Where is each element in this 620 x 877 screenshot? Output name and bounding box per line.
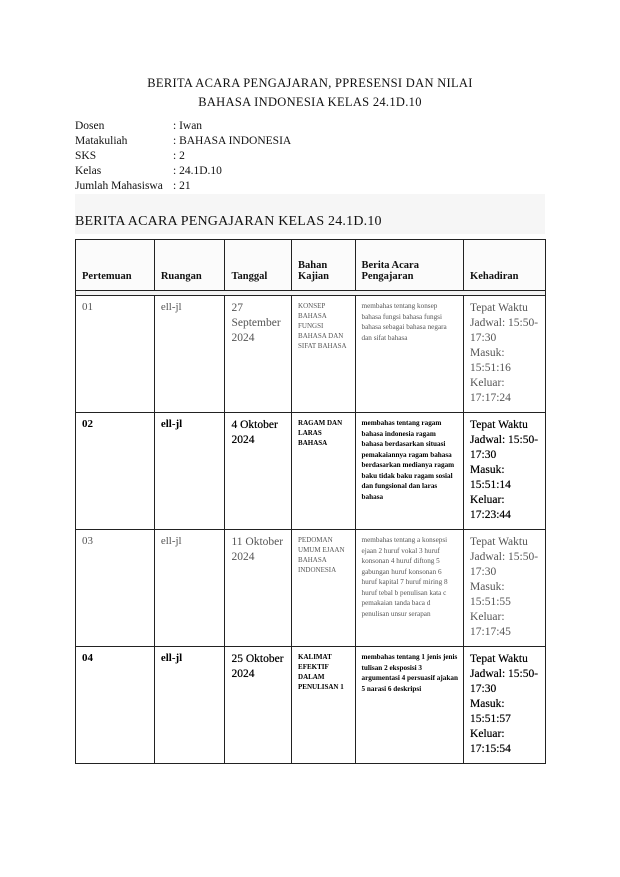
attendance-check-out: Keluar: 17:23:44 bbox=[470, 494, 511, 521]
info-label: Jumlah Mahasiswa bbox=[75, 180, 163, 192]
info-value: : BAHASA INDONESIA bbox=[173, 135, 292, 147]
cell-ruangan: ell-jl bbox=[154, 530, 225, 647]
info-row-jumlah-mahasiswa bbox=[75, 179, 291, 194]
attendance-schedule: Jadwal: 15:50-17:30 bbox=[470, 668, 539, 695]
title-line-2: BAHASA INDONESIA KELAS 24.1D.10 bbox=[198, 95, 422, 109]
info-label: Matakuliah bbox=[75, 135, 128, 147]
attendance-schedule: Jadwal: 15:50-17:30 bbox=[470, 551, 539, 578]
attendance-schedule: Jadwal: 15:50-17:30 bbox=[470, 317, 539, 344]
table-row bbox=[76, 296, 546, 413]
cell-berita-acara: membahas tentang 1 jenis jenis tulisan 2 eksposisi 3 argumentasi 4 persuasif ajakan 5 narasi 6 deskripsi bbox=[355, 647, 464, 764]
cell-bahan-kajian: KONSEP BAHASA FUNGSI BAHASA DAN SIFAT BAHASA bbox=[292, 296, 355, 413]
info-label: Dosen bbox=[75, 120, 105, 132]
attendance-check-out: Keluar: 17:17:24 bbox=[470, 377, 511, 404]
attendance-check-in: Masuk: 15:51:16 bbox=[470, 347, 511, 374]
cell-ruangan: ell-jl bbox=[154, 413, 225, 530]
info-label: SKS bbox=[75, 150, 97, 162]
cell-berita-acara: membahas tentang konsep bahasa fungsi bahasa fungsi bahasa sebagai bahasa negara dan sifat bahasa bbox=[355, 296, 464, 413]
info-row-dosen bbox=[75, 119, 291, 134]
info-value: : Iwan bbox=[173, 120, 203, 132]
info-value: : 21 bbox=[173, 180, 191, 192]
attendance-schedule: Jadwal: 15:50-17:30 bbox=[470, 434, 539, 461]
info-row-kelas bbox=[75, 164, 291, 179]
attendance-check-in: Masuk: 15:51:14 bbox=[470, 464, 511, 491]
attendance-status: Tepat Waktu bbox=[470, 419, 528, 431]
info-label: Kelas bbox=[75, 165, 102, 177]
attendance-check-out: Keluar: 17:17:45 bbox=[470, 611, 511, 638]
header-pertemuan: Pertemuan bbox=[76, 240, 155, 291]
cell-kehadiran bbox=[464, 413, 546, 530]
info-value: : 2 bbox=[173, 150, 185, 162]
cell-bahan-kajian: KALIMAT EFEKTIF DALAM PENULISAN 1 bbox=[292, 647, 355, 764]
title-line-1: BERITA ACARA PENGAJARAN, PPRESENSI DAN NILAI bbox=[147, 76, 473, 90]
header-kehadiran: Kehadiran bbox=[464, 240, 546, 291]
cell-tanggal: 11 Oktober 2024 bbox=[225, 530, 292, 647]
table-row bbox=[76, 647, 546, 764]
cell-bahan-kajian: PEDOMAN UMUM EJAAN BAHASA INDONESIA bbox=[292, 530, 355, 647]
document-title bbox=[0, 74, 620, 112]
info-row-sks bbox=[75, 149, 291, 164]
header-bahan-kajian: Bahan Kajian bbox=[292, 240, 355, 291]
cell-ruangan: ell-jl bbox=[154, 296, 225, 413]
table-row bbox=[76, 413, 546, 530]
cell-pertemuan: 02 bbox=[76, 413, 155, 530]
course-info bbox=[75, 119, 291, 194]
cell-tanggal: 4 Oktober 2024 bbox=[225, 413, 292, 530]
cell-bahan-kajian: RAGAM DAN LARAS BAHASA bbox=[292, 413, 355, 530]
table-header-row bbox=[76, 240, 546, 291]
berita-acara-table bbox=[75, 239, 546, 764]
attendance-check-in: Masuk: 15:51:55 bbox=[470, 581, 511, 608]
attendance-check-out: Keluar: 17:15:54 bbox=[470, 728, 511, 755]
attendance-status: Tepat Waktu bbox=[470, 653, 528, 665]
cell-berita-acara: membahas tentang ragam bahasa indonesia ragam bahasa berdasarkan situasi pemakaiannya ragam bahasa berdasarkan medianya ragam baku tidak baku ragam sosial dan fungsional dan laras bahasa bbox=[355, 413, 464, 530]
section-title: BERITA ACARA PENGAJARAN KELAS 24.1D.10 bbox=[75, 214, 382, 229]
cell-pertemuan: 01 bbox=[76, 296, 155, 413]
info-row-matakuliah bbox=[75, 134, 291, 149]
cell-tanggal: 27 September 2024 bbox=[225, 296, 292, 413]
cell-ruangan: ell-jl bbox=[154, 647, 225, 764]
header-berita-acara: Berita Acara Pengajaran bbox=[355, 240, 464, 291]
cell-kehadiran bbox=[464, 530, 546, 647]
cell-kehadiran bbox=[464, 296, 546, 413]
header-ruangan: Ruangan bbox=[154, 240, 225, 291]
cell-kehadiran bbox=[464, 647, 546, 764]
info-value: : 24.1D.10 bbox=[173, 165, 222, 177]
table-row bbox=[76, 530, 546, 647]
cell-tanggal: 25 Oktober 2024 bbox=[225, 647, 292, 764]
attendance-status: Tepat Waktu bbox=[470, 536, 528, 548]
attendance-status: Tepat Waktu bbox=[470, 302, 528, 314]
cell-berita-acara: membahas tentang a konsepsi ejaan 2 huruf vokal 3 huruf konsonan 4 huruf diftong 5 gabungan huruf konsonan 6 huruf kapital 7 huruf miring 8 huruf tebal b penulisan kata c pemakaian tanda baca d penulisan unsur serapan bbox=[355, 530, 464, 647]
cell-pertemuan: 04 bbox=[76, 647, 155, 764]
attendance-check-in: Masuk: 15:51:57 bbox=[470, 698, 511, 725]
cell-pertemuan: 03 bbox=[76, 530, 155, 647]
header-tanggal: Tanggal bbox=[225, 240, 292, 291]
